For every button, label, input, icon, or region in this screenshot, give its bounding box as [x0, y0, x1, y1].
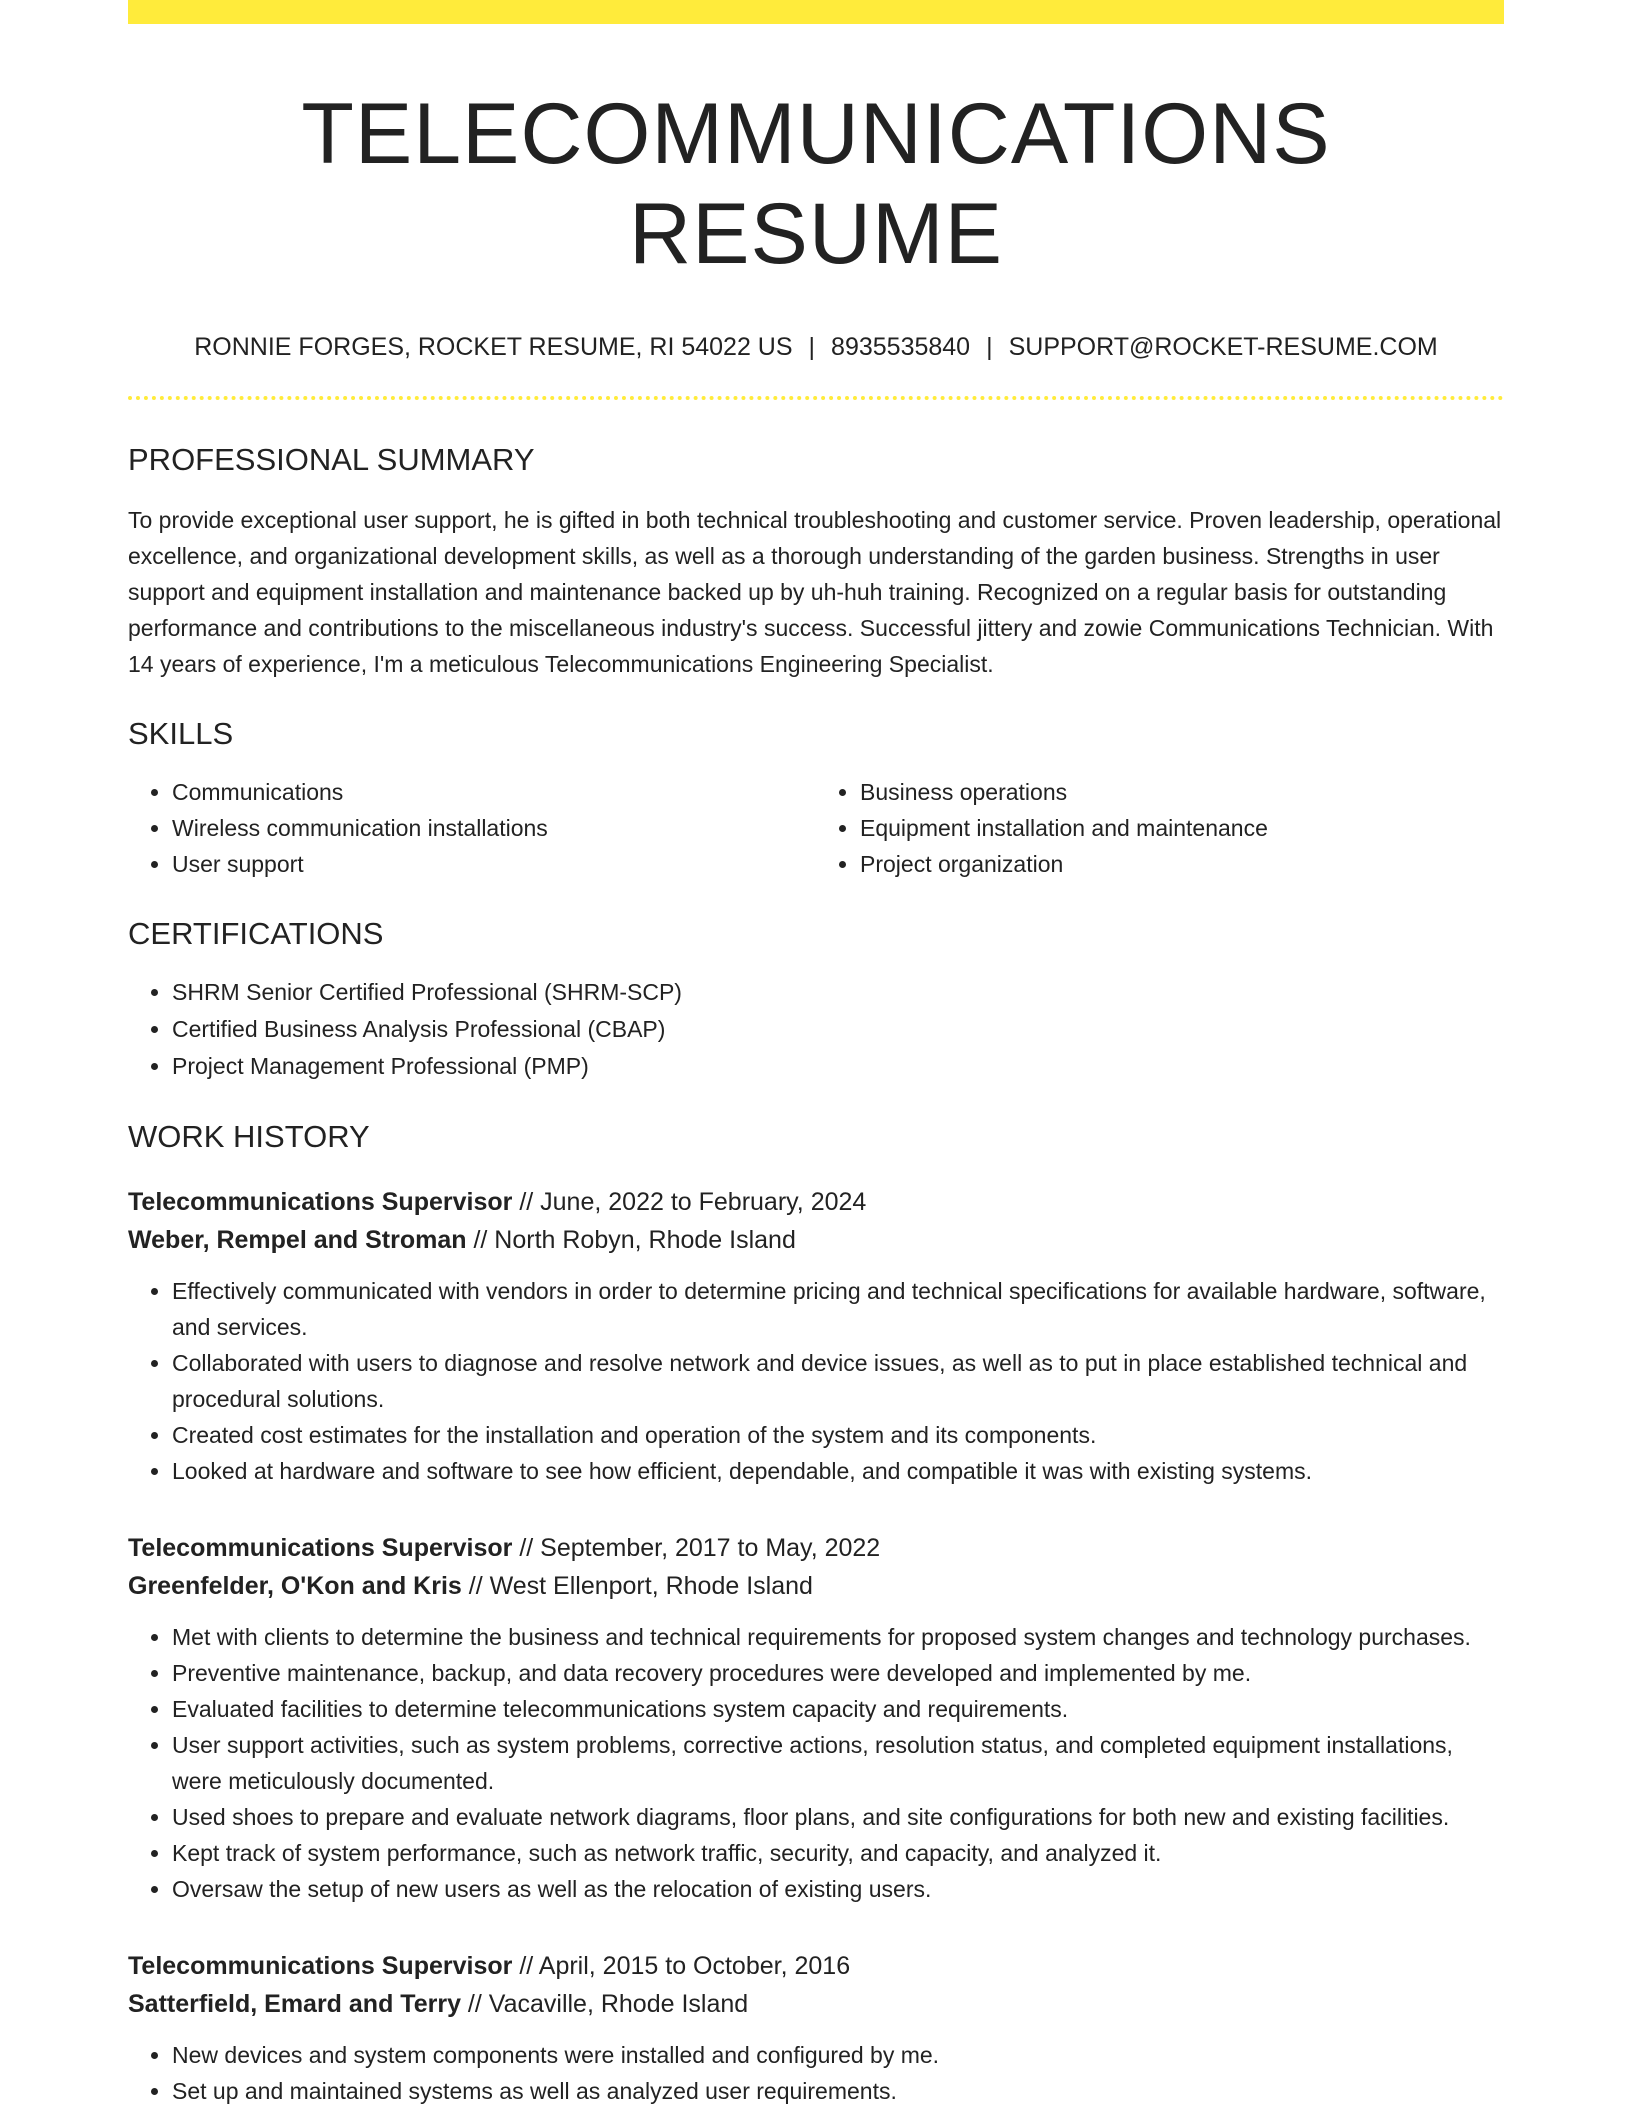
job-bullet: • Set up and maintained systems as well as analyzed user requirements. — [172, 2073, 1504, 2109]
job-bullet: • Used shoes to prepare and evaluate network diagrams, floor plans, and site configurations for both new and existing facilities. — [172, 1799, 1504, 1835]
job-entry — [128, 1947, 1504, 2109]
job-bullet: • Evaluated facilities to determine telecommunications system capacity and requirements. — [172, 1691, 1504, 1727]
certification-item: • Certified Business Analysis Professional (CBAP) — [172, 1011, 1504, 1048]
job-bullet: • Preventive maintenance, backup, and data recovery procedures were developed and implemented by me. — [172, 1655, 1504, 1691]
certification-item: • Project Management Professional (PMP) — [172, 1048, 1504, 1085]
job-title-line — [128, 1529, 1504, 1567]
job-bullet: • Effectively communicated with vendors in order to determine pricing and technical specifications for available hardware, software, and services. — [172, 1273, 1504, 1345]
resume-page — [128, 0, 1504, 2109]
job-bullet: • Collaborated with users to diagnose and resolve network and device issues, as well as to put in place established technical and procedural solutions. — [172, 1345, 1504, 1417]
job-bullet: • New devices and system components were installed and configured by me. — [172, 2037, 1504, 2073]
contact-email: SUPPORT@ROCKET-RESUME.COM — [1008, 333, 1438, 361]
summary-heading: PROFESSIONAL SUMMARY — [128, 442, 535, 477]
job-bullet: • Created cost estimates for the installation and operation of the system and its components. — [172, 1417, 1504, 1453]
job-company-line — [128, 1567, 1504, 1605]
job-company-line — [128, 1985, 1504, 2023]
job-title-line — [128, 1947, 1504, 1985]
contact-address: RONNIE FORGES, ROCKET RESUME, RI 54022 US — [194, 333, 793, 361]
job-bullet: • User support activities, such as system problems, corrective actions, resolution status, and completed equipment installations, were meticulously documented. — [172, 1727, 1504, 1799]
job-dates: // September, 2017 to May, 2022 — [512, 1534, 881, 1562]
job-location: // North Robyn, Rhode Island — [466, 1226, 796, 1254]
skill-item: • Communications — [172, 774, 816, 810]
job-bullet: • Looked at hardware and software to see how efficient, dependable, and compatible it was with existing systems. — [172, 1453, 1504, 1489]
work-history-heading: WORK HISTORY — [128, 1119, 370, 1154]
skill-item: • Equipment installation and maintenance — [860, 810, 1504, 846]
job-title-line — [128, 1183, 1504, 1221]
skills-right-list — [816, 774, 1504, 882]
skill-item: • Wireless communication installations — [172, 810, 816, 846]
dotted-divider — [128, 396, 1504, 400]
skills-left-list — [128, 774, 816, 882]
job-bullet-list — [128, 1619, 1504, 1907]
job-company: Satterfield, Emard and Terry — [128, 1990, 461, 2018]
top-accent-bar — [128, 0, 1504, 24]
job-entry — [128, 1183, 1504, 1489]
job-bullet: • Met with clients to determine the business and technical requirements for proposed system changes and technology purchases. — [172, 1619, 1504, 1655]
job-bullet: • Kept track of system performance, such as network traffic, security, and capacity, and analyzed it. — [172, 1835, 1504, 1871]
skill-item: • User support — [172, 846, 816, 882]
job-title: Telecommunications Supervisor — [128, 1188, 513, 1216]
contact-phone: 8935535840 — [831, 333, 971, 361]
job-location: // West Ellenport, Rhode Island — [461, 1572, 813, 1600]
skills-grid — [128, 774, 1504, 882]
resume-title: TELECOMMUNICATIONS RESUME — [301, 86, 1331, 282]
contact-separator: | — [986, 333, 993, 361]
summary-text: To provide exceptional user support, he is gifted in both technical troubleshooting and customer service. Proven leadership, operational excellence, and organizational development skills, as well as a thorough understanding of the garden business. Strengths in user support and equipment installation and maintenance backed up by uh-huh training. Recognized on a regular basis for outstanding performance and contributions to the miscellaneous industry's success. Successful jittery and zowie Communications Technician. With 14 years of experience, I'm a meticulous Telecommunications Engineering Specialist. — [128, 507, 1502, 677]
contact-separator: | — [808, 333, 816, 361]
skills-heading: SKILLS — [128, 716, 234, 751]
certification-item: • SHRM Senior Certified Professional (SHRM-SCP) — [172, 974, 1504, 1011]
job-dates: // April, 2015 to October, 2016 — [512, 1952, 851, 1980]
contact-line — [128, 330, 1504, 364]
job-company: Greenfelder, O'Kon and Kris — [128, 1572, 462, 1600]
job-bullet: • Oversaw the setup of new users as well as the relocation of existing users. — [172, 1871, 1504, 1907]
skill-item: • Project organization — [860, 846, 1504, 882]
certifications-list — [128, 974, 1504, 1085]
job-location: // Vacaville, Rhode Island — [460, 1990, 749, 2018]
job-title: Telecommunications Supervisor — [128, 1952, 513, 1980]
job-bullet-list — [128, 1273, 1504, 1489]
job-dates: // June, 2022 to February, 2024 — [512, 1188, 867, 1216]
job-company-line — [128, 1221, 1504, 1259]
job-company: Weber, Rempel and Stroman — [128, 1226, 467, 1254]
job-bullet-list — [128, 2037, 1504, 2109]
certifications-heading: CERTIFICATIONS — [128, 916, 384, 951]
skill-item: • Business operations — [860, 774, 1504, 810]
job-entry — [128, 1529, 1504, 1907]
job-title: Telecommunications Supervisor — [128, 1534, 513, 1562]
